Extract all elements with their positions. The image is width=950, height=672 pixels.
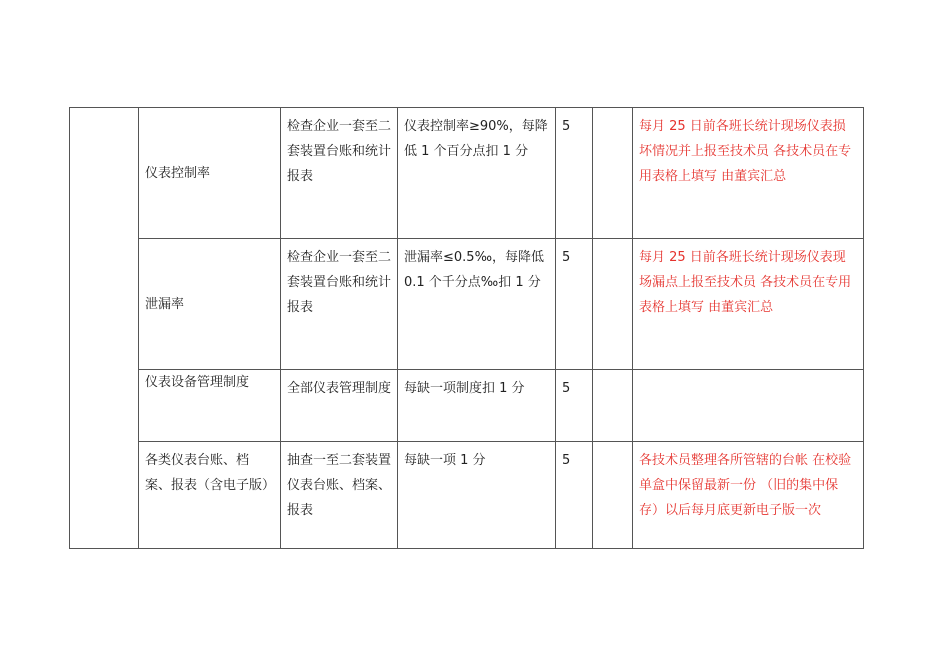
score-cell: 5 [556, 239, 593, 370]
score-cell: 5 [556, 370, 593, 442]
criteria-cell: 仪表控制率≥90%，每降低 1 个百分点扣 1 分 [398, 108, 556, 239]
method-cell: 抽查一至二套装置仪表台账、档案、报表 [281, 442, 398, 549]
assessment-table [69, 107, 864, 549]
method-cell: 检查企业一套至二套装置台账和统计报表 [281, 239, 398, 370]
remark-cell [633, 370, 864, 442]
item-cell: 仪表控制率 [139, 108, 281, 239]
score-cell: 5 [556, 442, 593, 549]
remark-cell: 各技术员整理各所管辖的台帐 在校验单盒中保留最新一份 （旧的集中保存）以后每月底更新电子版一次 [633, 442, 864, 549]
item-cell: 仪表设备管理制度 [139, 370, 281, 442]
deduct-cell [593, 239, 633, 370]
criteria-cell: 每缺一项制度扣 1 分 [398, 370, 556, 442]
table-row [70, 370, 864, 442]
deduct-cell [593, 442, 633, 549]
item-cell: 各类仪表台账、档案、报表（含电子版） [139, 442, 281, 549]
remark-cell: 每月 25 日前各班长统计现场仪表损坏情况并上报至技术员 各技术员在专用表格上填写 由董宾汇总 [633, 108, 864, 239]
table-row [70, 442, 864, 549]
criteria-cell: 每缺一项 1 分 [398, 442, 556, 549]
item-cell: 泄漏率 [139, 239, 281, 370]
deduct-cell [593, 108, 633, 239]
score-cell: 5 [556, 108, 593, 239]
criteria-cell: 泄漏率≤0.5‰，每降低 0.1 个千分点‰扣 1 分 [398, 239, 556, 370]
table-row [70, 108, 864, 239]
table-row [70, 239, 864, 370]
remark-cell: 每月 25 日前各班长统计现场仪表现场漏点上报至技术员 各技术员在专用表格上填写 由董宾汇总 [633, 239, 864, 370]
method-cell: 检查企业一套至二套装置台账和统计报表 [281, 108, 398, 239]
method-cell: 全部仪表管理制度 [281, 370, 398, 442]
category-cell [70, 108, 139, 549]
deduct-cell [593, 370, 633, 442]
